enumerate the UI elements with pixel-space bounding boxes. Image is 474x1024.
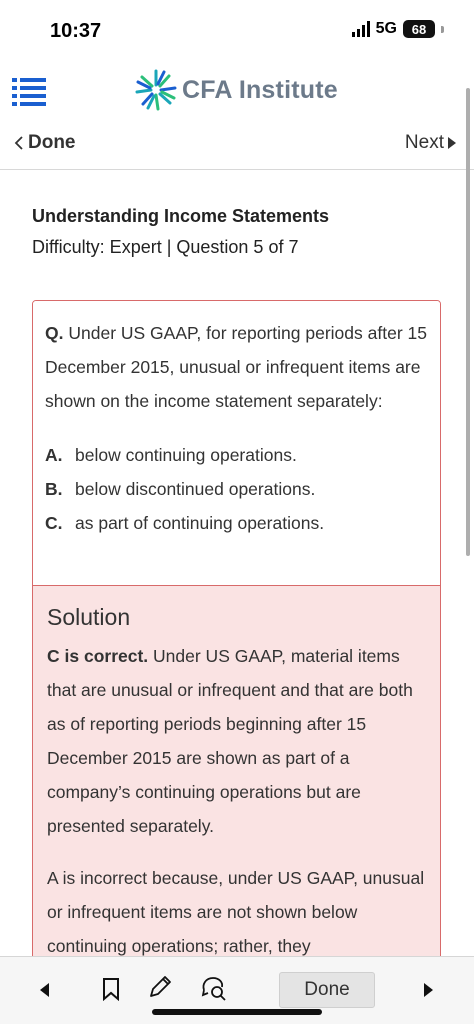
signal-icon <box>352 21 370 37</box>
option-a[interactable] <box>45 438 428 472</box>
option-b[interactable] <box>45 472 428 506</box>
question-text <box>45 316 428 418</box>
answer-options <box>45 438 428 540</box>
option-letter: C. <box>45 513 63 533</box>
question-card <box>32 300 441 1000</box>
back-button[interactable] <box>14 132 76 154</box>
battery-icon <box>403 20 435 38</box>
bookmark-icon[interactable] <box>102 977 120 1006</box>
solution-text-2: A is incorrect because, under US GAAP, unusual or infrequent items are not shown below continuing operations; rather, they <box>47 868 425 956</box>
solution-section <box>33 586 440 1000</box>
scrollbar[interactable] <box>466 88 470 556</box>
solution-heading: Solution <box>47 604 131 630</box>
solution-lead: C is correct. <box>47 646 149 666</box>
battery-tip <box>441 26 444 33</box>
question-section <box>33 301 440 586</box>
solution-text <box>47 639 426 843</box>
option-text: as part of continuing operations. <box>75 513 325 533</box>
option-letter: A. <box>45 445 63 465</box>
next-icon[interactable] <box>424 983 433 1002</box>
play-right-icon <box>448 137 456 149</box>
option-text: below continuing operations. <box>75 445 297 465</box>
next-label: Next <box>404 132 444 153</box>
question-nav <box>0 124 474 170</box>
status-indicators <box>352 20 444 38</box>
page-title: Understanding Income Statements <box>32 206 330 226</box>
question-body: Under US GAAP, for reporting periods after 15 December 2015, unusual or infrequent items are shown on the income statement separately: <box>45 323 427 411</box>
home-indicator[interactable] <box>152 1009 322 1015</box>
cfa-logo <box>134 68 338 112</box>
option-text: below discontinued operations. <box>75 479 316 499</box>
next-button[interactable] <box>405 132 456 154</box>
app-header <box>0 62 474 122</box>
question-prefix: Q. <box>45 323 64 343</box>
logo-text: CFA Institute <box>182 75 338 104</box>
pencil-icon[interactable] <box>147 974 173 1007</box>
done-button[interactable]: Done <box>279 972 375 1008</box>
back-label: Done <box>28 132 76 153</box>
cfa-logo-icon <box>134 68 178 112</box>
status-bar <box>0 0 474 60</box>
chevron-left-icon <box>14 135 24 151</box>
comment-search-icon[interactable] <box>200 974 228 1007</box>
option-letter: B. <box>45 479 63 499</box>
solution-body: Under US GAAP, material items that are unusual or infrequent and that are both as of reporting periods beginning after 15 December 2015 are shown as part of a company’s continuing operations but are presented separately. <box>47 646 413 836</box>
page-subtitle: Difficulty: Expert | Question 5 of 7 <box>32 237 299 257</box>
menu-icon[interactable] <box>12 76 46 106</box>
previous-icon[interactable] <box>40 983 49 1002</box>
option-c[interactable] <box>45 506 428 540</box>
battery-level: 68 <box>411 21 427 37</box>
status-time: 10:37 <box>50 20 102 42</box>
network-type: 5G <box>375 20 397 37</box>
